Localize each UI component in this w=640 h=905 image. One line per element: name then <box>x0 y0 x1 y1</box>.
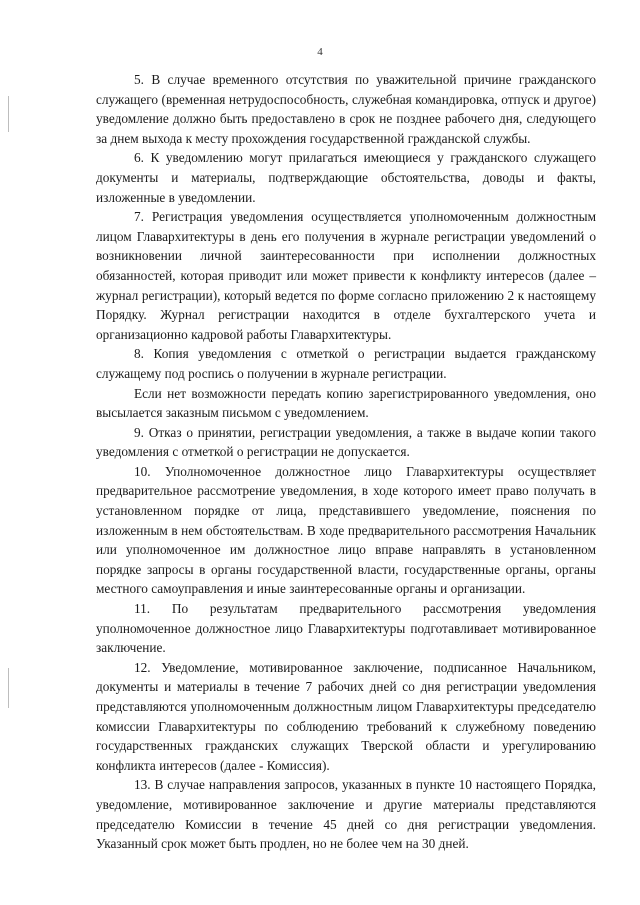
paragraph-8-continuation: Если нет возможности передать копию зарегистрированного уведомления, оно высылается заказным письмом с уведомлением. <box>96 385 596 421</box>
document-body <box>96 70 596 854</box>
scan-margin-mark <box>8 668 9 708</box>
paragraph-6: 6. К уведомлению могут прилагаться имеющиеся у гражданского служащего документы и материалы, подтверждающие обстоятельства, доводы и факты, изложенные в уведомлении. <box>96 150 596 205</box>
paragraph-9: 9. Отказ о принятии, регистрации уведомления, а также в выдаче копии такого уведомления с отметкой о регистрации не допускается. <box>96 424 596 460</box>
paragraph-10: 10. Уполномоченное должностное лицо Главархитектуры осуществляет предварительное рассмотрение уведомления, в ходе которого имеет право получать в установленном порядке от лица, представившего уведомление, пояснения по изложенным в нем обстоятельствам. В ходе предварительного рассмотрения Начальник или уполномоченное им должностное лицо вправе направлять в установленном порядке запросы в органы государственной власти, государственные органы, органы местного самоуправления и иные заинтересованные органы и организации. <box>96 463 596 597</box>
paragraph-11: 11. По результатам предварительного рассмотрения уведомления уполномоченное должностное лицо Главархитектуры подготавливает мотивированное заключение. <box>96 601 596 656</box>
paragraph-5: 5. В случае временного отсутствия по уважительной причине гражданского служащего (временная нетрудоспособность, служебная командировка, отпуск и другое) уведомление должно быть предоставлено в срок не позднее рабочего дня, следующего за днем выхода к месту прохождения государственной гражданской службы. <box>96 72 596 146</box>
paragraph-8: 8. Копия уведомления с отметкой о регистрации выдается гражданскому служащему под роспись о получении в журнале регистрации. <box>96 346 596 381</box>
paragraph-12: 12. Уведомление, мотивированное заключение, подписанное Начальником, документы и материалы в течение 7 рабочих дней со дня регистрации уведомления представляются уполномоченным должностным лицом Главархитектуры председателю комиссии Главархитектуры по соблюдению требований к служебному поведению государственных гражданских служащих Тверской области и урегулированию конфликта интересов (далее - Комиссия). <box>96 659 596 773</box>
page-number: 4 <box>317 46 323 58</box>
paragraph-13: 13. В случае направления запросов, указанных в пункте 10 настоящего Порядка, уведомление, мотивированное заключение и другие материалы представляются председателю Комиссии в течение 45 дней со дня регистрации уведомления. Указанный срок может быть продлен, но не более чем на 30 дней. <box>96 777 596 852</box>
paragraph-7: 7. Регистрация уведомления осуществляется уполномоченным должностным лицом Главархитектуры в день его получения в журнале регистрации уведомлений о возникновении личной заинтересованности при исполнении должностных обязанностей, которая приводит или может привести к конфликту интересов (далее – журнал регистрации), который ведется по форме согласно приложению 2 к настоящему Порядку. Журнал регистрации находится в отделе бухгалтерского учета и организационно кадровой работы Главархитектуры. <box>96 209 596 342</box>
scan-margin-mark <box>8 96 9 132</box>
